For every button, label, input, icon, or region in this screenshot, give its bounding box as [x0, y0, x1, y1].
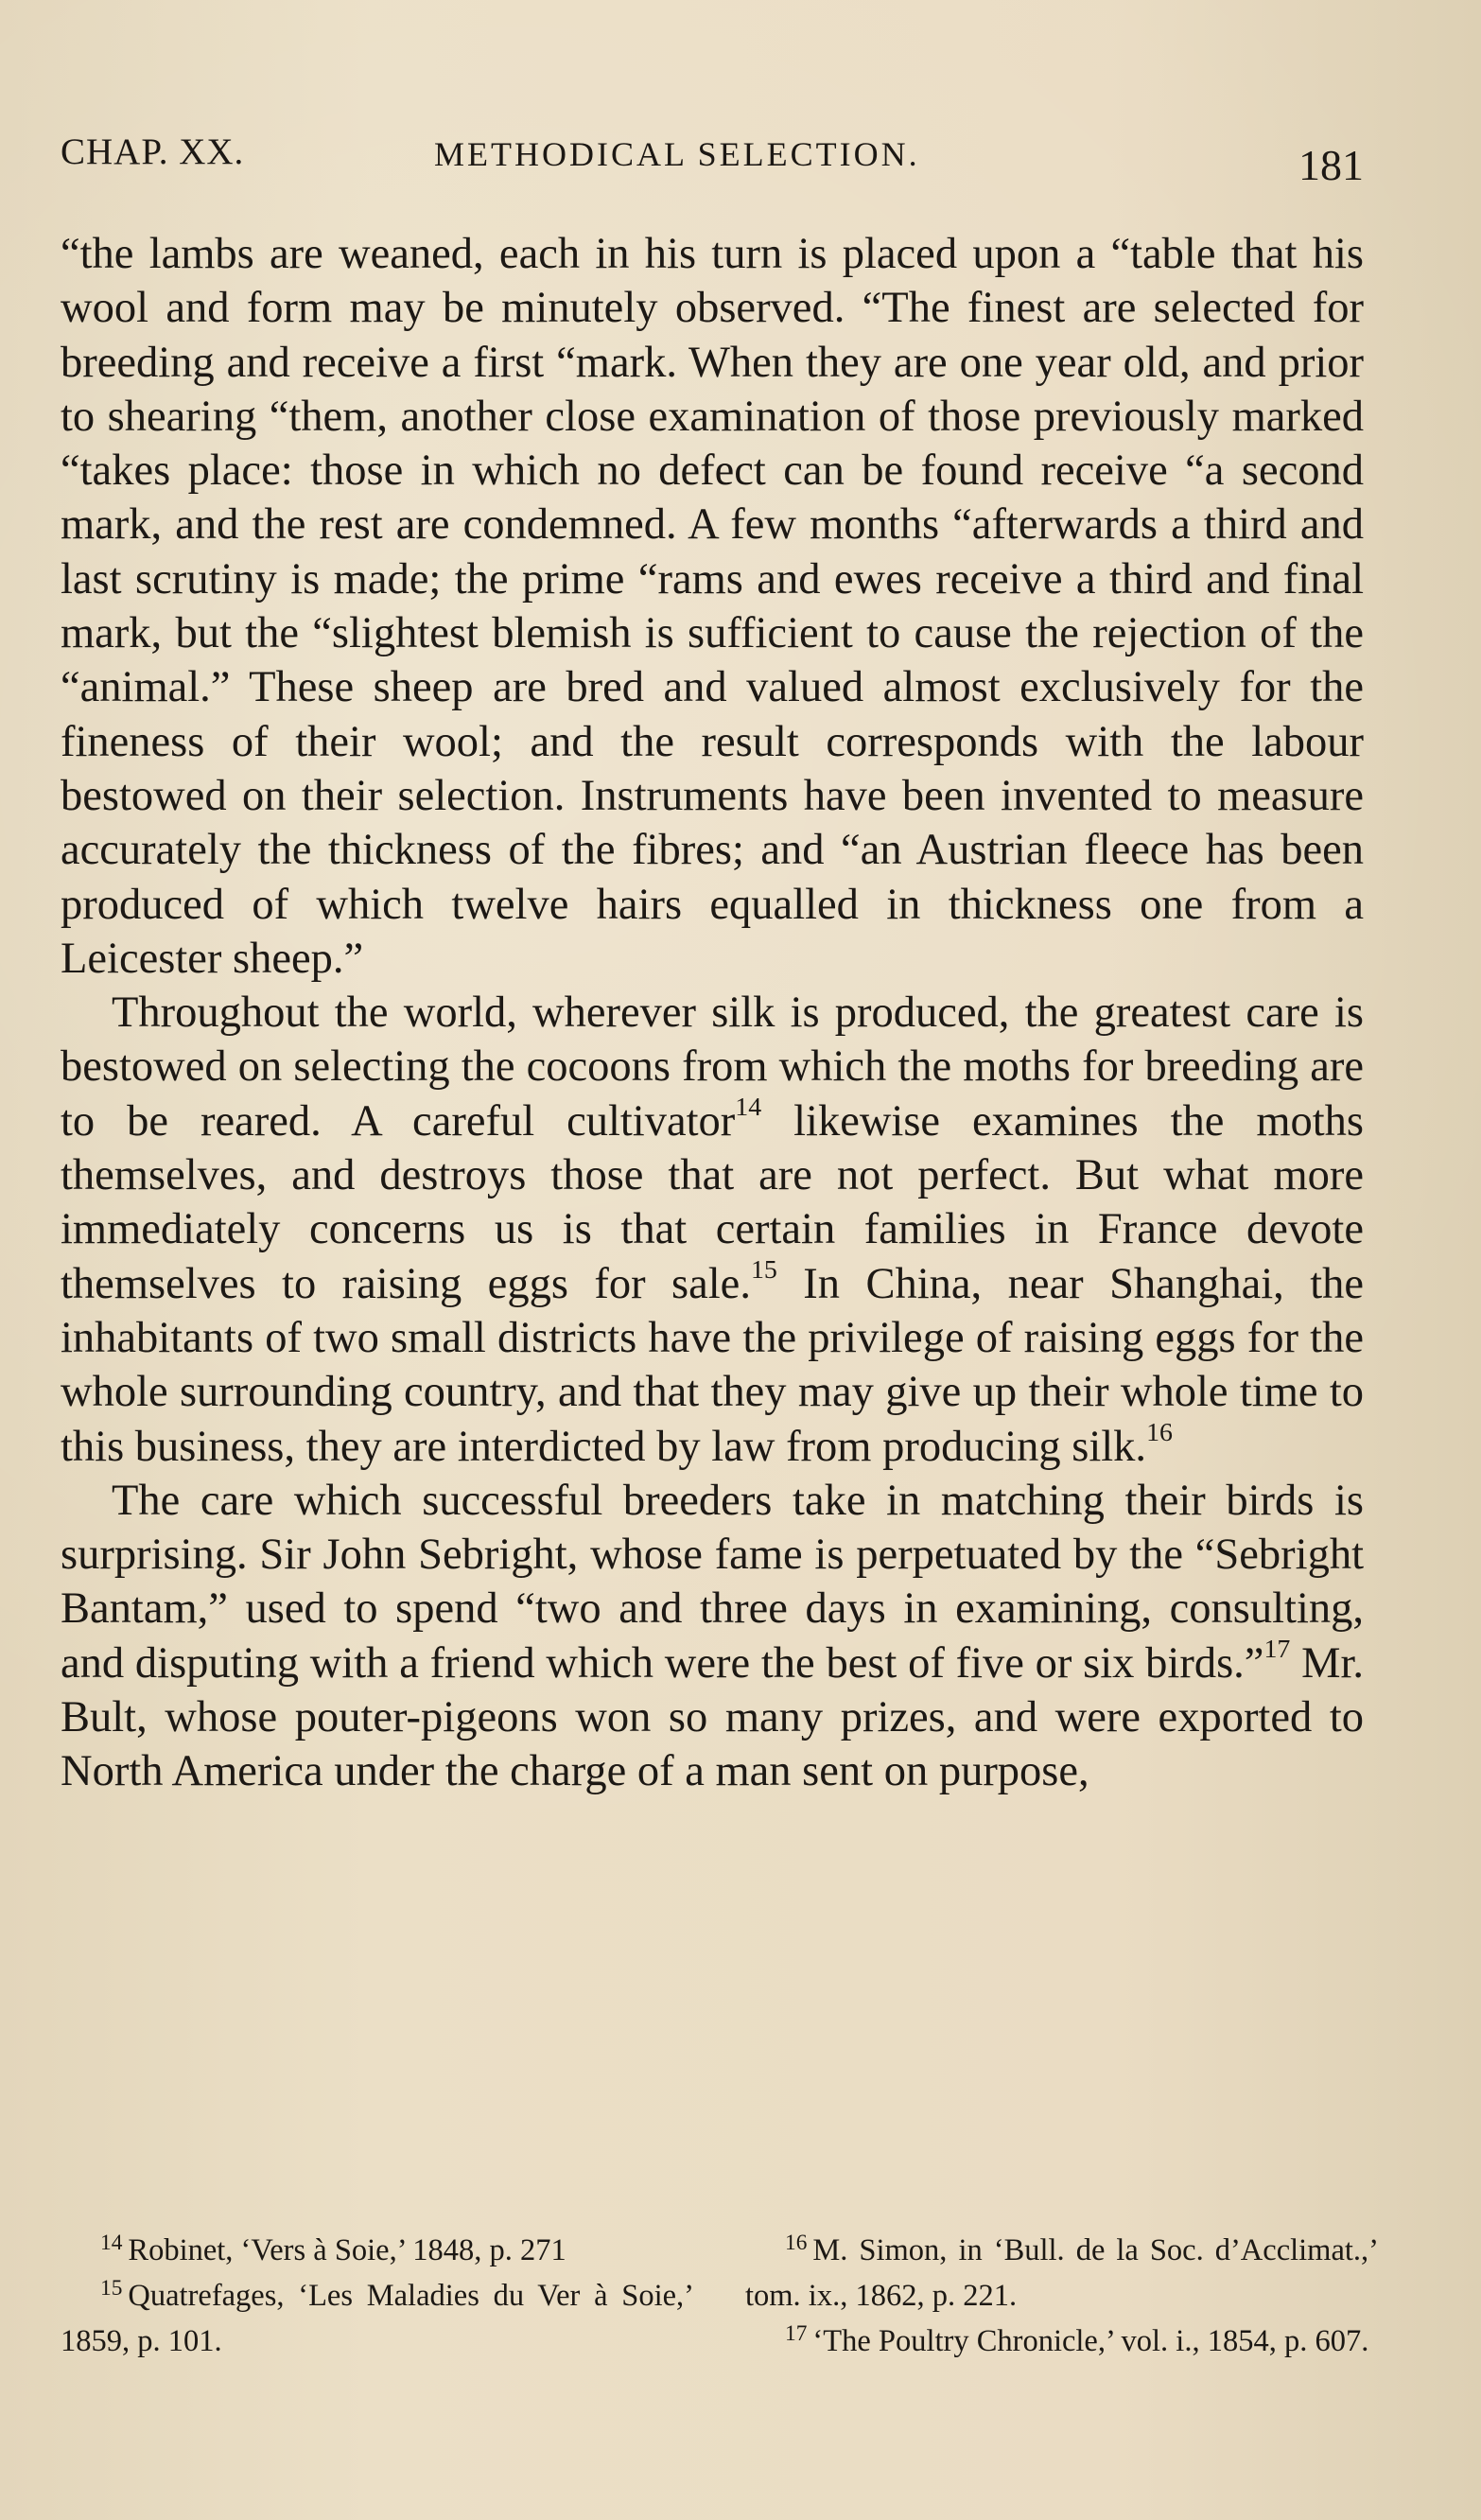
paragraph-quote-continuation: “the lambs are weaned, each in his turn is placed upon a “table that his wool and form may be minutely observed. “The finest are selected for breeding and receive a first “mark. When they are one year old, and prior to shearing “them, another close examination of those previously marked “takes place: those in which no defect can be found receive “a second mark, and the rest are condemned. A few months “afterwards a third and last scrutiny is made; the prime “rams and ewes receive a third and final mark, but the “slightest blemish is sufficient to cause the rejection of the “animal.” These sheep are bred and valued almost exclusively for the fineness of their wool; and the result corresponds with the labour bestowed on their selection. Instruments have been invented to measure accurately the thickness of the fibres; and “an Austrian fleece has been produced of which twelve hairs equalled in thickness one from a Leicester sheep.”: [61, 230, 1364, 983]
footnote-text: ‘The Poultry Chronicle,’ vol. i., 1854, p. 607.: [812, 2324, 1369, 2358]
footnote-ref-17[interactable]: 17: [1263, 1634, 1291, 1664]
footnote-number: 14: [100, 2231, 123, 2256]
body-text: [61, 227, 1364, 1799]
page-number: 181: [1298, 141, 1364, 189]
running-head: [61, 125, 1364, 189]
footnote-14: [61, 2228, 694, 2273]
footnote-17: [745, 2319, 1379, 2364]
paragraph-silk: [61, 986, 1364, 1474]
footnotes: [61, 2228, 1379, 2407]
paragraph-text: In China, near Shanghai, the inhabitants of two small districts have the privilege of raising eggs for the whole surrounding country, and that they may give up their whole time to this business, they are interdicted by law from producing silk.: [61, 1259, 1365, 1471]
paragraph-text: The care which successful breeders take in matching their birds is surprising. Sir John Sebright, whose fame is perpetuated by the “Sebright Bantam,” used to spend “two and three days in examining, consulting, and disputing with a friend which were the best of five or six birds.”: [61, 1476, 1364, 1688]
paragraph-text: likewise examines the moths themselves, and destroys those that are not perfect. But what more immediately concerns us is that certain families in France devote themselves to raising eggs for sale.: [61, 1096, 1365, 1308]
running-title: METHODICAL SELECTION.: [434, 135, 920, 173]
footnote-number: 17: [785, 2321, 808, 2347]
paragraph-text: Mr. Bult, whose pouter-pigeons won so many prizes, and were exported to North America under the charge of a man sent on purpose,: [61, 1638, 1364, 1796]
footnotes-right-column: [745, 2228, 1379, 2364]
footnote-16: [745, 2228, 1379, 2319]
footnote-number: 16: [785, 2231, 808, 2256]
footnote-ref-14[interactable]: 14: [735, 1092, 762, 1122]
footnote-text: Quatrefages, ‘Les Maladies du Ver à Soie,’ 1859, p. 101.: [61, 2279, 694, 2358]
footnotes-left-column: [61, 2228, 694, 2364]
footnote-number: 15: [100, 2276, 123, 2301]
footnote-text: Robinet, ‘Vers à Soie,’ 1848, p. 271: [128, 2233, 566, 2267]
chapter-label: CHAP. XX.: [61, 131, 245, 172]
paragraph-birds: [61, 1474, 1364, 1799]
footnote-text: M. Simon, in ‘Bull. de la Soc. d’Acclimat.,’ tom. ix., 1862, p. 221.: [745, 2233, 1379, 2313]
footnote-15: [61, 2273, 694, 2364]
footnote-ref-15[interactable]: 15: [750, 1254, 777, 1285]
footnote-ref-16[interactable]: 16: [1146, 1417, 1173, 1447]
paragraph-text: Throughout the world, wherever silk is produced, the greatest care is bestowed on selecting the cocoons from which the moths for breeding are to be reared. A careful cultivator: [61, 989, 1364, 1146]
